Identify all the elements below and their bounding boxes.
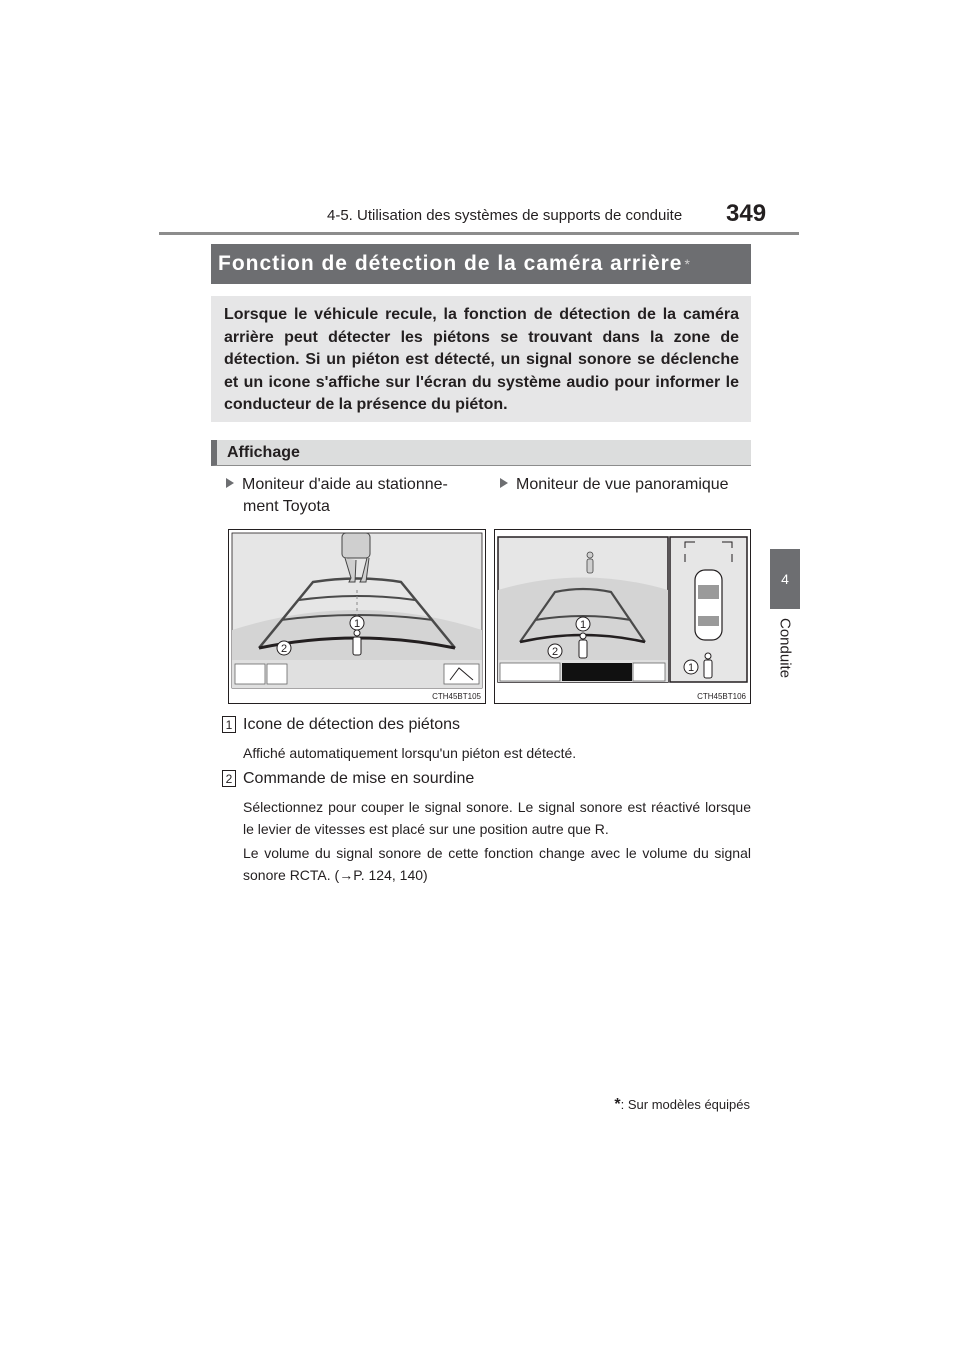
header-divider xyxy=(159,232,799,235)
item-desc-mute: Sélectionnez pour couper le signal sonore. Le signal sonore est réactivé lorsque le levier de vitesses est placé sur une position autre que R. xyxy=(243,799,751,837)
pedestrian-figure xyxy=(587,552,593,573)
equipped-mark: * xyxy=(684,256,691,272)
figure-parking-assist xyxy=(228,529,486,704)
bullet-parking-assist: Moniteur d'aide au stationne- ment Toyota xyxy=(226,474,486,518)
display-button xyxy=(235,664,265,684)
callout-1: 1 xyxy=(353,618,361,630)
pedestrian-icon xyxy=(579,633,587,658)
guide-button xyxy=(633,663,665,681)
asterisk-icon: * xyxy=(614,1096,621,1113)
intro-box: Lorsque le véhicule recule, la fonction de détection de la caméra arrière peut détecter les piétons se trouvant dans la zone de détection. Si un piéton est détecté, un signal sonore se déclenche et un icone s'affiche sur l'écran du système audio pour informer le conducteur de la présence du piéton. xyxy=(211,296,751,422)
guide-button xyxy=(444,664,479,684)
item-title-pedestrian-icon: Icone de détection des piétons xyxy=(243,716,461,733)
svg-text:1: 1 xyxy=(579,619,587,631)
chapter-tab[interactable]: 4 xyxy=(770,549,800,609)
triangle-bullet-icon xyxy=(500,478,508,488)
section-heading-text: Fonction de détection de la caméra arrière xyxy=(218,252,683,275)
svg-text:2: 2 xyxy=(551,646,559,658)
subheading: Affichage xyxy=(211,440,751,466)
car-icon xyxy=(695,570,722,640)
figure-code: CTH45BT106 xyxy=(697,692,746,701)
item-title-mute: Commande de mise en sourdine xyxy=(243,770,475,787)
chapter-label: Conduite xyxy=(776,618,794,679)
item-number-1: 1 xyxy=(222,716,236,733)
figure-code: CTH45BT105 xyxy=(432,692,481,701)
figure-panoramic xyxy=(494,529,751,704)
item-desc-volume: Le volume du signal sonore de cette fonction change avec le volume du signal sonore RCTA. (→P. 124, 140) xyxy=(243,845,751,883)
display-button xyxy=(500,663,560,681)
mute-button xyxy=(562,663,632,681)
triangle-bullet-icon xyxy=(226,478,234,488)
mute-button xyxy=(267,664,287,684)
item-desc-pedestrian-icon: Affiché automatiquement lorsqu'un piéton est détecté. xyxy=(243,745,577,761)
panoramic-illustration xyxy=(495,530,750,703)
footnote: *: Sur modèles équipés xyxy=(614,1096,750,1113)
page-number: 349 xyxy=(726,200,767,227)
pedestrian-icon xyxy=(353,630,361,655)
bullet-panoramic: Moniteur de vue panoramique xyxy=(500,474,750,496)
section-heading xyxy=(211,244,751,284)
item-number-2: 2 xyxy=(222,770,236,787)
pedestrian-icon xyxy=(704,653,712,678)
parking-assist-illustration xyxy=(229,530,485,703)
svg-text:1: 1 xyxy=(687,662,695,674)
callout-2: 2 xyxy=(280,643,288,655)
section-title: 4-5. Utilisation des systèmes de supports de conduite xyxy=(327,207,683,224)
